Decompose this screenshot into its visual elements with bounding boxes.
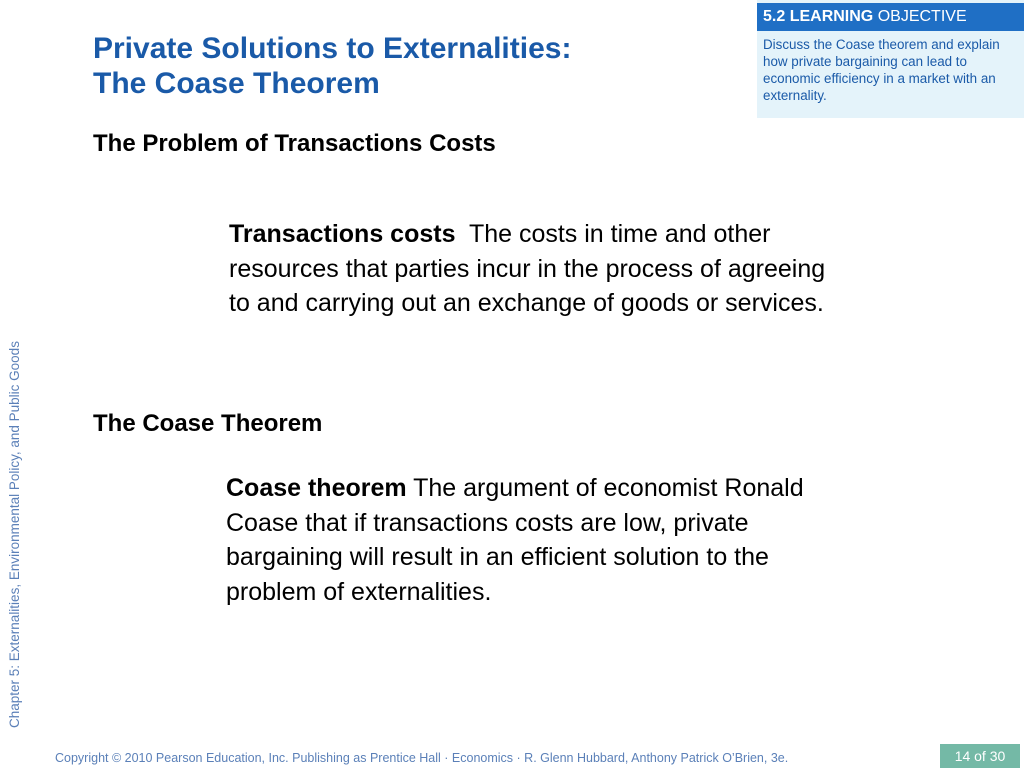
learning-objective-header xyxy=(757,3,1024,31)
definition-term-coase-theorem: Coase theorem xyxy=(226,474,407,502)
copyright-footer: Copyright © 2010 Pearson Education, Inc. Publishing as Prentice Hall · Economics · R. Glenn Hubbard, Anthony Patrick O’Brien, 3e. xyxy=(55,751,789,765)
slide-title-line-1: Private Solutions to Externalities: xyxy=(93,32,572,65)
learning-objective-box xyxy=(757,0,1024,118)
definition-text-transactions-costs: The costs in time and other resources that parties incur in the process of agreeing to and carrying out an exchange of goods or services. xyxy=(229,220,826,317)
chapter-side-label: Chapter 5: Externalities, Environmental Policy, and Public Goods xyxy=(7,341,22,728)
section-heading-transactions-costs: The Problem of Transactions Costs xyxy=(93,130,496,157)
learning-objective-text: Discuss the Coase theorem and explain how private bargaining can lead to economic efficiency in a market with an externality. xyxy=(763,37,1000,103)
definition-transactions-costs xyxy=(229,217,839,321)
section-heading-coase-theorem: The Coase Theorem xyxy=(93,410,323,437)
slide-title xyxy=(93,31,713,101)
page-indicator: 14 of 30 xyxy=(940,744,1020,768)
learning-objective-label-strong: 5.2 LEARNING xyxy=(763,8,874,25)
definition-term-transactions-costs: Transactions costs xyxy=(229,220,456,248)
definition-text-coase-theorem: The argument of economist Ronald Coase that if transactions costs are low, private bargaining will result in an efficient solution to the problem of externalities. xyxy=(226,474,804,606)
slide-title-line-2: The Coase Theorem xyxy=(93,67,380,100)
learning-objective-label-rest: OBJECTIVE xyxy=(877,8,967,25)
definition-coase-theorem xyxy=(226,471,836,609)
